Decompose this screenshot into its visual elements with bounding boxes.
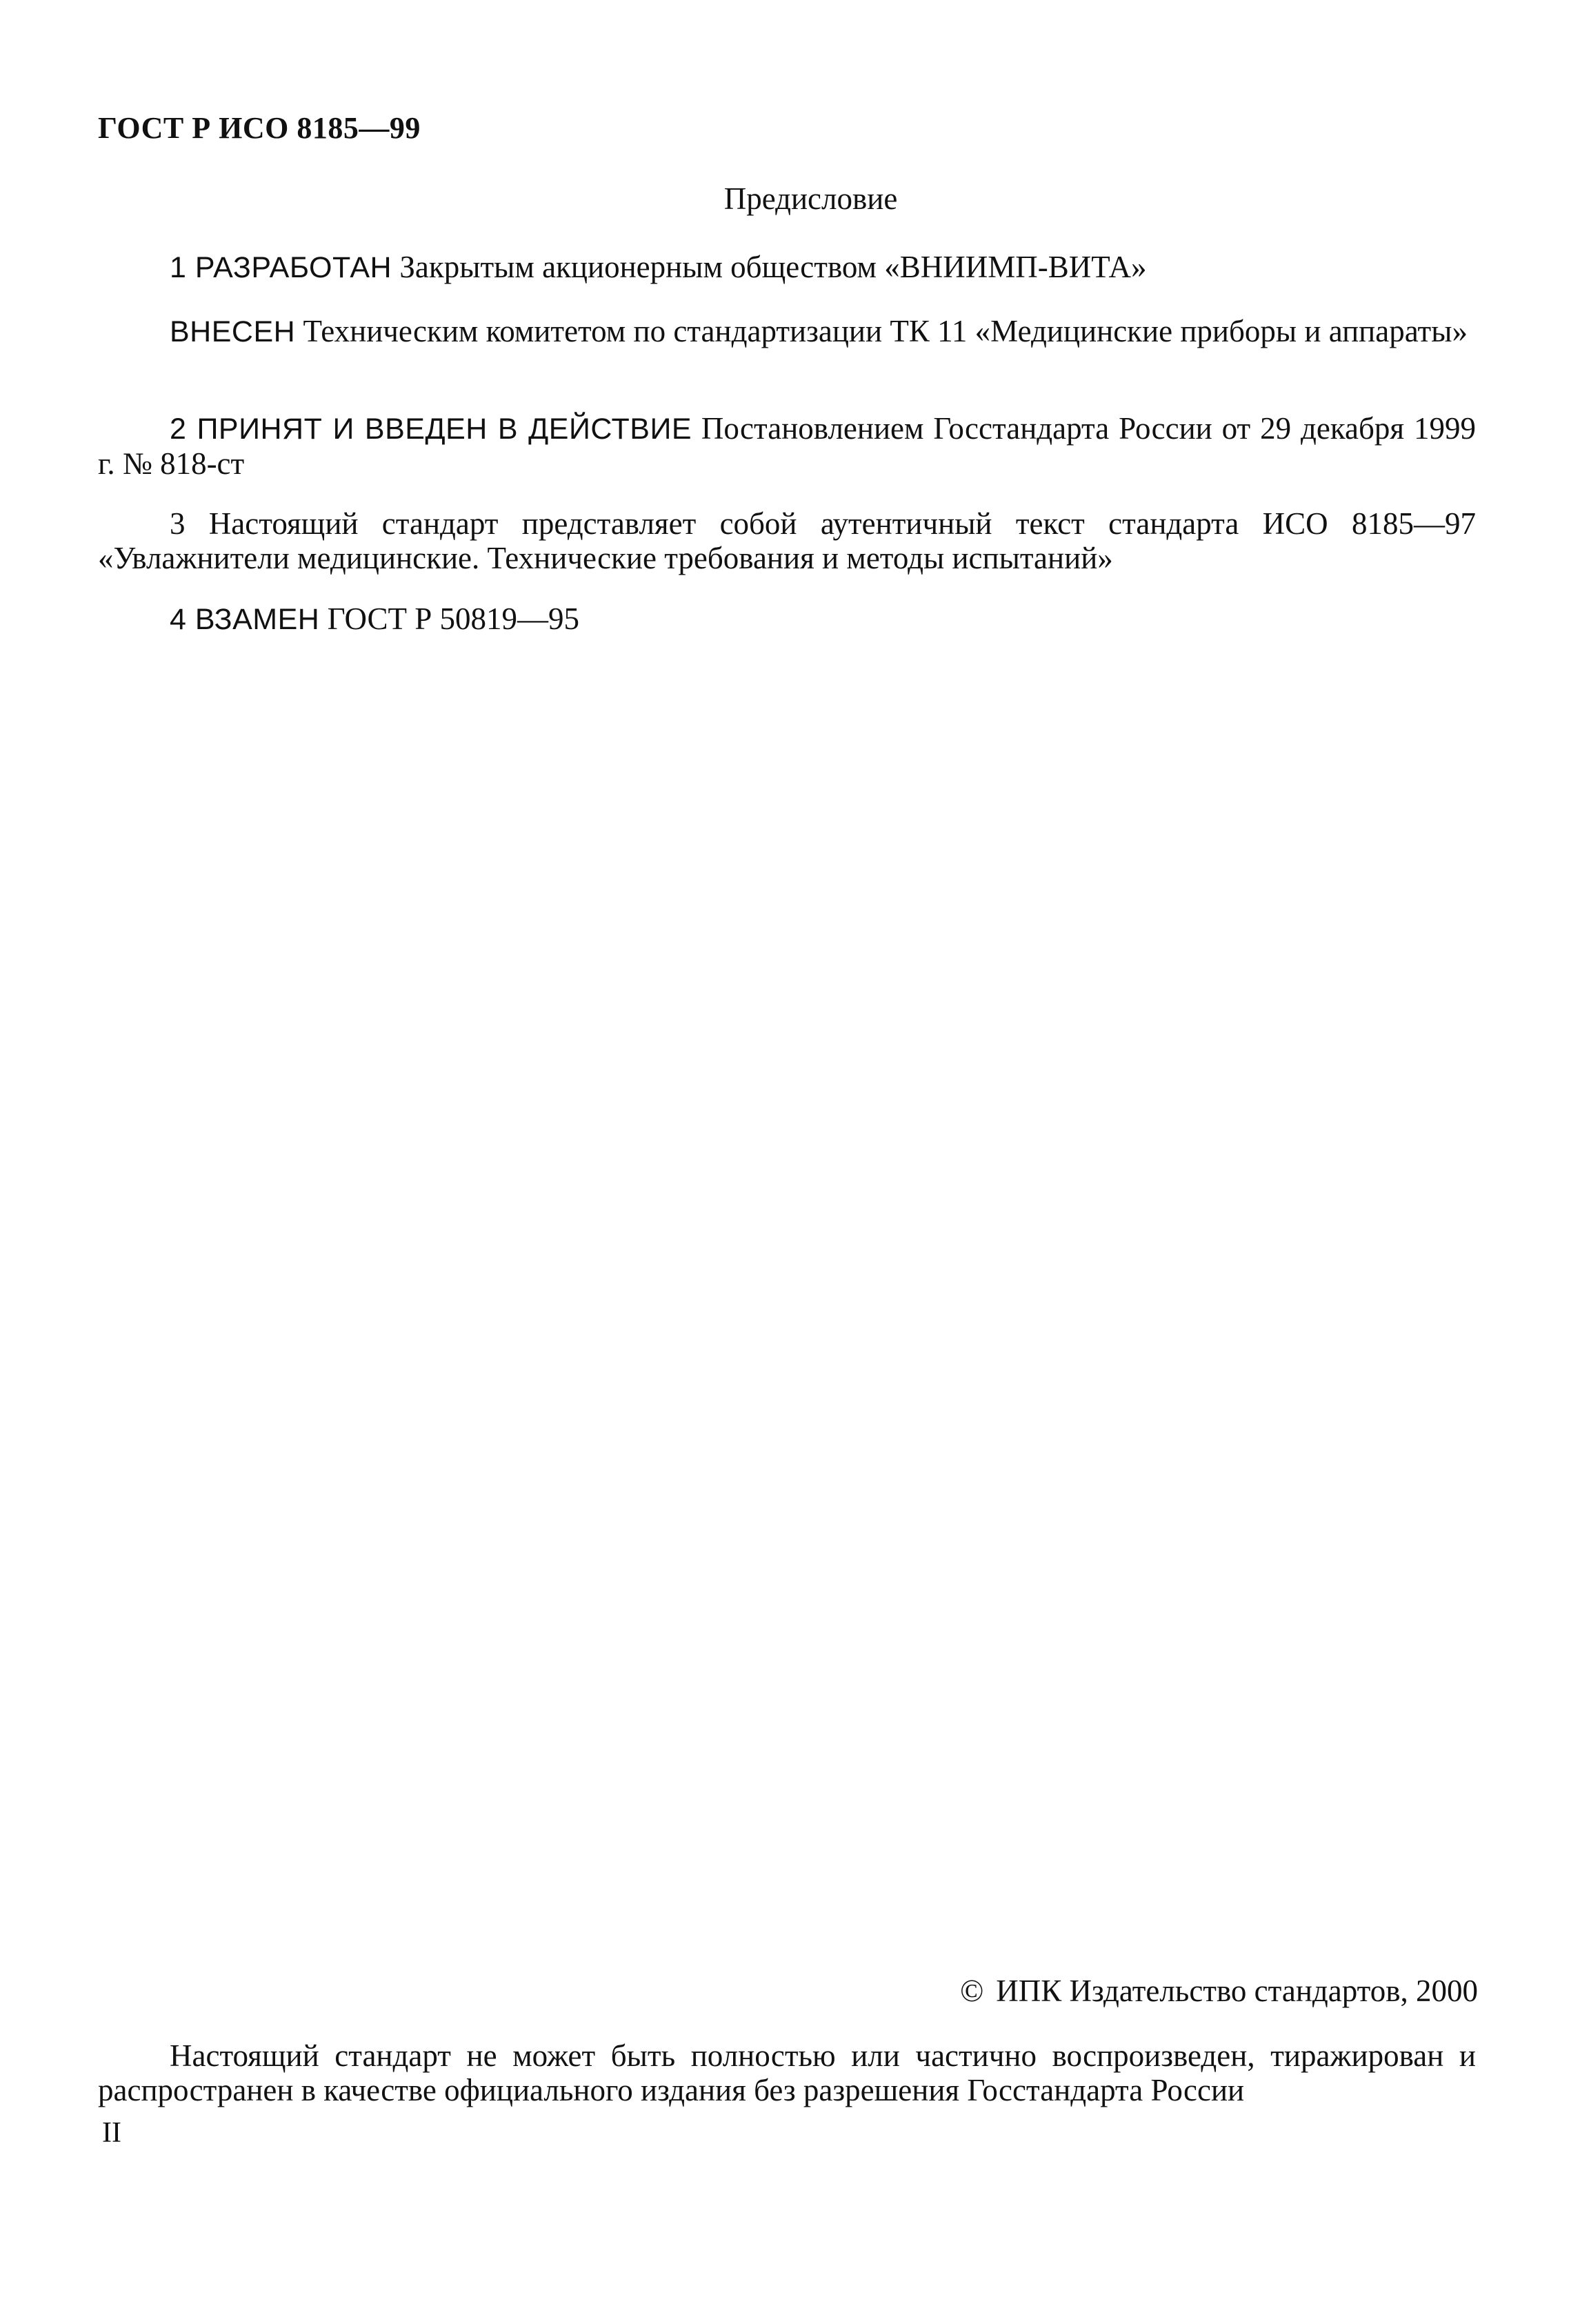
preface-item-2-text: Постановлением Госстандарта России от 29 декабря 1999 г. № 818-ст	[98, 411, 1476, 481]
document-code: ГОСТ Р ИСО 8185—99	[98, 111, 421, 145]
preface-item-4-lead: 4 ВЗАМЕН	[170, 603, 320, 636]
copyright-text: ИПК Издательство стандартов, 2000	[996, 1974, 1478, 2008]
preface-item-4-text: ГОСТ Р 50819—95	[319, 602, 580, 636]
preface-item-3-text: 3 Настоящий стандарт представляет собой аутентичный текст стандарта ИСО 8185—97 «Увлажнители медицинские. Технические требования и методы испытаний»	[98, 506, 1476, 575]
preface-item-1-lead: 1 РАЗРАБОТАН	[170, 251, 392, 284]
preface-item-introduced-text: Техническим комитетом по стандартизации ТК 11 «Медицинские приборы и аппараты»	[295, 314, 1468, 348]
copyright-icon: ©	[960, 1974, 984, 2008]
copyright-line	[960, 1973, 1478, 2009]
preface-item-introduced-lead: ВНЕСЕН	[170, 315, 296, 348]
preface-item-3	[98, 506, 1476, 575]
preface-title: Предисловие	[723, 181, 898, 216]
preface-item-introduced	[98, 314, 1476, 349]
preface-item-2-lead: 2 ПРИНЯТ И ВВЕДЕН В ДЕЙСТВИЕ	[170, 413, 692, 446]
preface-item-1-text: Закрытым акционерным обществом «ВНИИМП-ВИТА»	[392, 250, 1147, 284]
page-number: II	[102, 2117, 121, 2149]
preface-item-1	[98, 250, 1476, 285]
preface-item-2	[98, 411, 1476, 481]
preface-item-4	[98, 602, 1476, 637]
reproduction-notice: Настоящий стандарт не может быть полностью или частично воспроизведен, тиражирован и распространен в качестве официального издания без разрешения Госстандарта России	[98, 2038, 1476, 2107]
